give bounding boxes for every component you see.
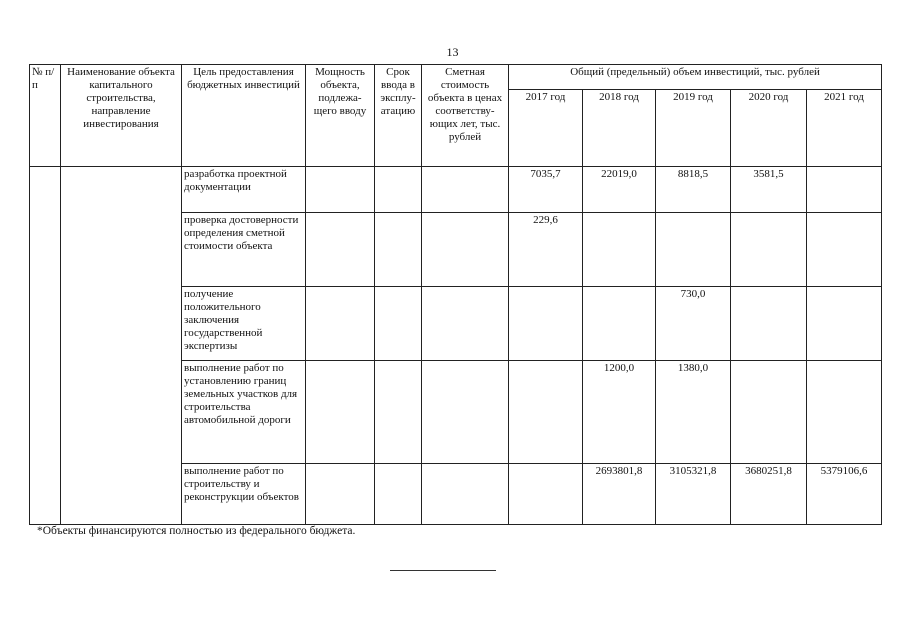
header-year-2018: 2018 год [583,90,656,167]
cell-2019: 730,0 [656,286,731,360]
header-capacity: Мощность объекта, подлежа-щего вводу [306,65,375,167]
header-year-2017: 2017 год [509,90,583,167]
cell-2018: 22019,0 [583,167,656,213]
cell-2020: 3680251,8 [731,464,807,525]
cell-cost [422,212,509,286]
footnote: *Объекты финансируются полностью из федерального бюджета. [37,525,356,537]
cell-2021 [807,286,882,360]
cell-capacity [306,212,375,286]
cell-capacity [306,360,375,463]
header-year-2020: 2020 год [731,90,807,167]
header-num: № п/п [30,65,61,167]
header-estimated-cost: Сметная стоимость объекта в ценах соответству-ющих лет, тыс. рублей [422,65,509,167]
header-year-2021: 2021 год [807,90,882,167]
cell-purpose: выполнение работ по установлению границ земельных участков для строительства автомобильной дороги [182,360,306,463]
cell-2017: 7035,7 [509,167,583,213]
cell-2017: 229,6 [509,212,583,286]
cell-capacity [306,286,375,360]
cell-cost [422,464,509,525]
cell-name-empty [61,167,182,525]
cell-2020 [731,286,807,360]
cell-2017 [509,464,583,525]
cell-2018 [583,286,656,360]
header-purpose: Цель предоставления бюджетных инвестиций [182,65,306,167]
cell-2020: 3581,5 [731,167,807,213]
cell-purpose: проверка достоверности определения сметной стоимости объекта [182,212,306,286]
cell-term [375,286,422,360]
cell-purpose: получение положительного заключения государственной экспертизы [182,286,306,360]
cell-2019 [656,212,731,286]
cell-2021 [807,212,882,286]
cell-2020 [731,360,807,463]
cell-2019: 8818,5 [656,167,731,213]
cell-cost [422,167,509,213]
header-term: Срок ввода в эксплу-атацию [375,65,422,167]
cell-2017 [509,286,583,360]
cell-capacity [306,464,375,525]
cell-2020 [731,212,807,286]
cell-2017 [509,360,583,463]
cell-num-empty [30,167,61,525]
cell-cost [422,286,509,360]
cell-2018 [583,212,656,286]
header-year-2019: 2019 год [656,90,731,167]
cell-capacity [306,167,375,213]
investment-table [29,64,882,525]
cell-purpose: разработка проектной документации [182,167,306,213]
cell-purpose: выполнение работ по строительству и реконструкции объектов [182,464,306,525]
cell-2018: 1200,0 [583,360,656,463]
cell-2021 [807,360,882,463]
cell-term [375,167,422,213]
cell-2019: 1380,0 [656,360,731,463]
table-row [30,167,882,213]
cell-2021: 5379106,6 [807,464,882,525]
header-object-name: Наименование объекта капитального строительства, направление инвестирования [61,65,182,167]
cell-2021 [807,167,882,213]
cell-term [375,464,422,525]
cell-2018: 2693801,8 [583,464,656,525]
page-number: 13 [446,45,459,59]
cell-term [375,212,422,286]
header-total-investment: Общий (предельный) объем инвестиций, тыс. рублей [509,65,882,90]
cell-2019: 3105321,8 [656,464,731,525]
bottom-divider [390,570,496,571]
cell-cost [422,360,509,463]
cell-term [375,360,422,463]
